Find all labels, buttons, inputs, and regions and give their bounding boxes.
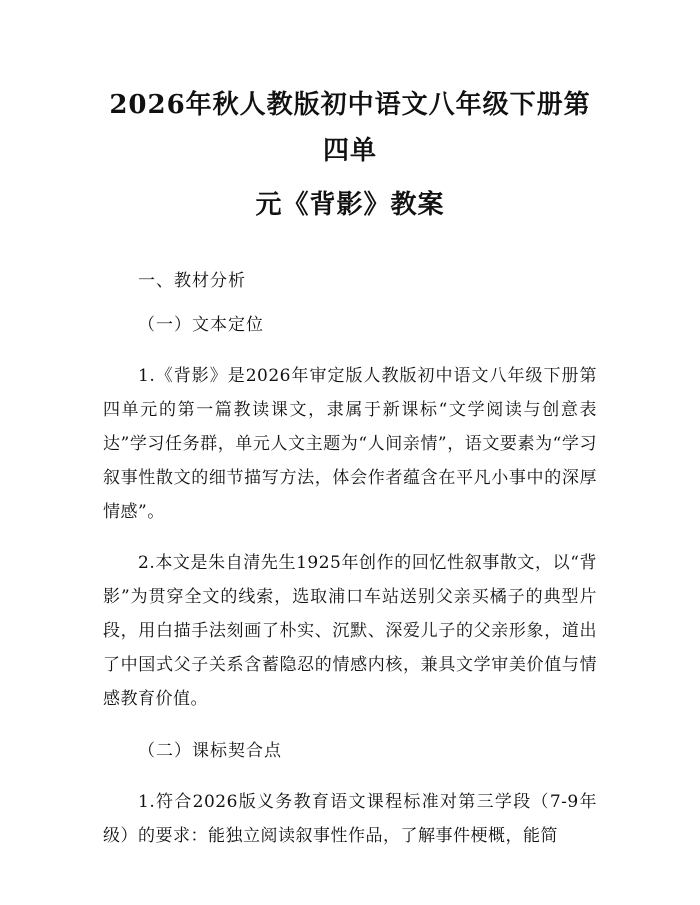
title-line-1: 2026年秋人教版初中语文八年级下册第四单 <box>109 90 591 166</box>
paragraph-1: 1.《背影》是2026年审定版人教版初中语文八年级下册第四单元的第一篇教读课文，隶属于新课标“文学阅读与创意表达”学习任务群，单元人文主题为“人间亲情”，语文要素为“学习叙事性散文的细节描写方法，体会作者蕴含在平凡小事中的深厚情感”。 <box>103 366 597 522</box>
subsection-heading-text-positioning: （一）文本定位 <box>138 315 264 335</box>
title-line-2: 元《背影》教案 <box>255 190 445 220</box>
subsection-heading-curriculum-fit: （二）课标契合点 <box>138 741 282 761</box>
document-title <box>103 82 597 228</box>
section-heading-textbook-analysis: 一、教材分析 <box>138 271 246 291</box>
paragraph-2: 2.本文是朱自清先生1925年创作的回忆性叙事散文，以“背影”为贯穿全文的线索，选取浦口车站送别父亲买橘子的典型片段，用白描手法刻画了朴实、沉默、深爱儿子的父亲形象，道出了中国式父子关系含蓄隐忍的情感内核，兼具文学审美价值与情感教育价值。 <box>103 553 597 709</box>
paragraph-3: 1.符合2026版义务教育语文课程标准对第三学段（7-9年级）的要求：能独立阅读叙事性作品，了解事件梗概，能简 <box>103 792 597 846</box>
